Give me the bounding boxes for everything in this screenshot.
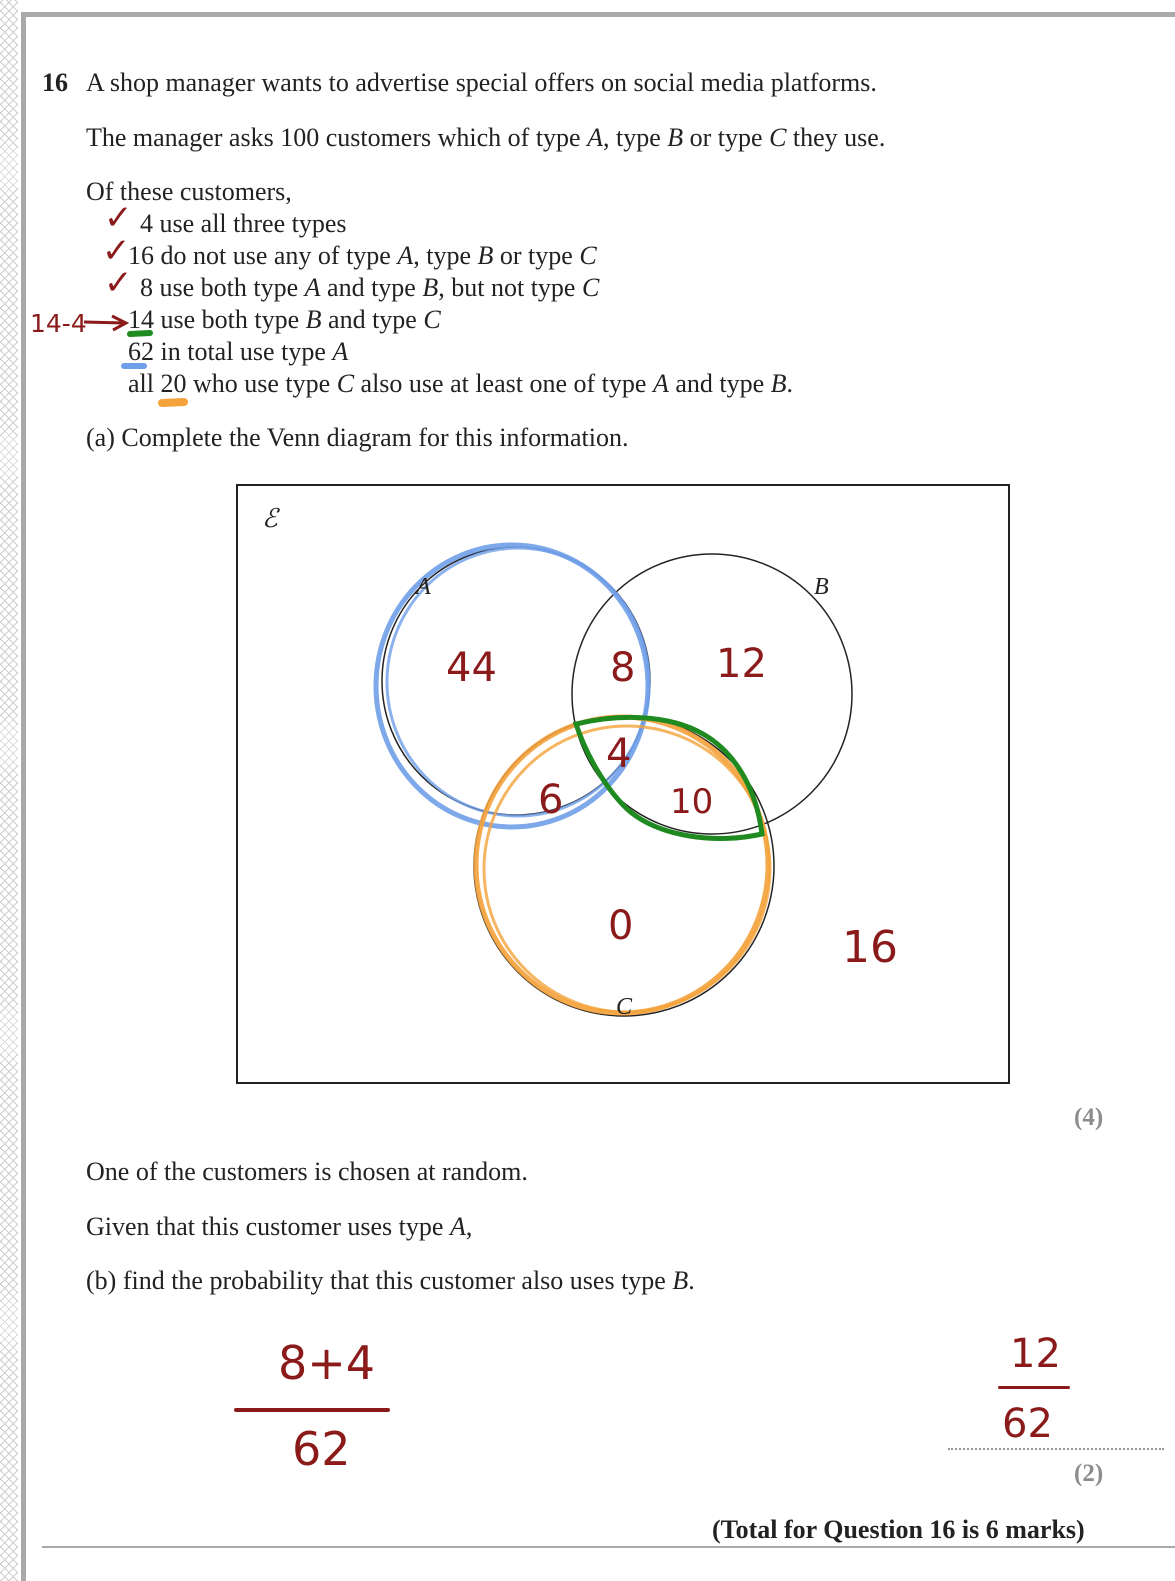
region-a-only: 44 [446,645,497,691]
fact-none: 16 do not use any of type A, type B or type C [128,241,597,270]
working-fraction-bar [234,1408,390,1412]
of-these-customers: Of these customers, [86,177,292,206]
working-numerator: 8+4 [278,1336,376,1390]
venn-circles [238,486,1008,1082]
region-a-b-only: 8 [610,645,636,691]
highlight-marks [0,0,300,420]
orange-underline [162,402,184,403]
set-label-c: C [616,994,633,1020]
region-a-b-c: 4 [606,731,632,777]
given-text: Given that this customer uses type A, [86,1212,473,1241]
answer-numerator: 12 [1010,1331,1061,1377]
universal-set-symbol: ℰ [262,504,278,534]
fact-total-a: 62 in total use type A [128,337,349,366]
green-underline [130,333,150,334]
fact-all-three: 4 use all three types [140,209,347,238]
tick-mark: ✓ [102,231,131,271]
tick-mark: ✓ [104,198,133,238]
part-b-marks: (2) [1074,1460,1104,1487]
fact-a-and-b: 8 use both type A and type B, but not type C [140,273,600,302]
question-intro: A shop manager wants to advertise special offers on social media platforms. [86,68,877,97]
fact-b-and-c: 14 use both type B and type C [128,305,441,334]
b-and-c-highlight [576,717,762,838]
question-asks: The manager asks 100 customers which of type A, type B or type C they use. [86,123,886,152]
working-denominator: 62 [292,1422,351,1476]
tick-mark: ✓ [104,263,133,303]
answer-line [948,1448,1164,1450]
part-a-marks: (4) [1074,1104,1104,1131]
arrow-line [84,322,124,323]
total-marks: (Total for Question 16 is 6 marks) [712,1515,1085,1544]
margin-note: 14-4 [30,309,87,338]
answer-denominator: 62 [1002,1401,1053,1447]
bottom-rule [42,1546,1175,1548]
region-c-only: 0 [608,903,634,949]
set-label-b: B [814,574,829,600]
region-b-c-only: 10 [670,782,714,822]
question-number: 16 [42,68,68,97]
region-a-c-only: 6 [538,777,564,823]
set-label-a: A [416,574,431,600]
part-b-prompt: (b) find the probability that this customer also uses type B. [86,1266,695,1295]
venn-diagram [236,484,1010,1084]
answer-fraction-bar [998,1386,1070,1389]
chosen-text: One of the customers is chosen at random. [86,1157,528,1186]
region-b-only: 12 [716,641,767,687]
part-a-prompt: (a) Complete the Venn diagram for this information. [86,423,629,452]
region-outside: 16 [842,922,898,973]
fact-c-total: all 20 who use type C also use at least one of type A and type B. [128,369,794,398]
